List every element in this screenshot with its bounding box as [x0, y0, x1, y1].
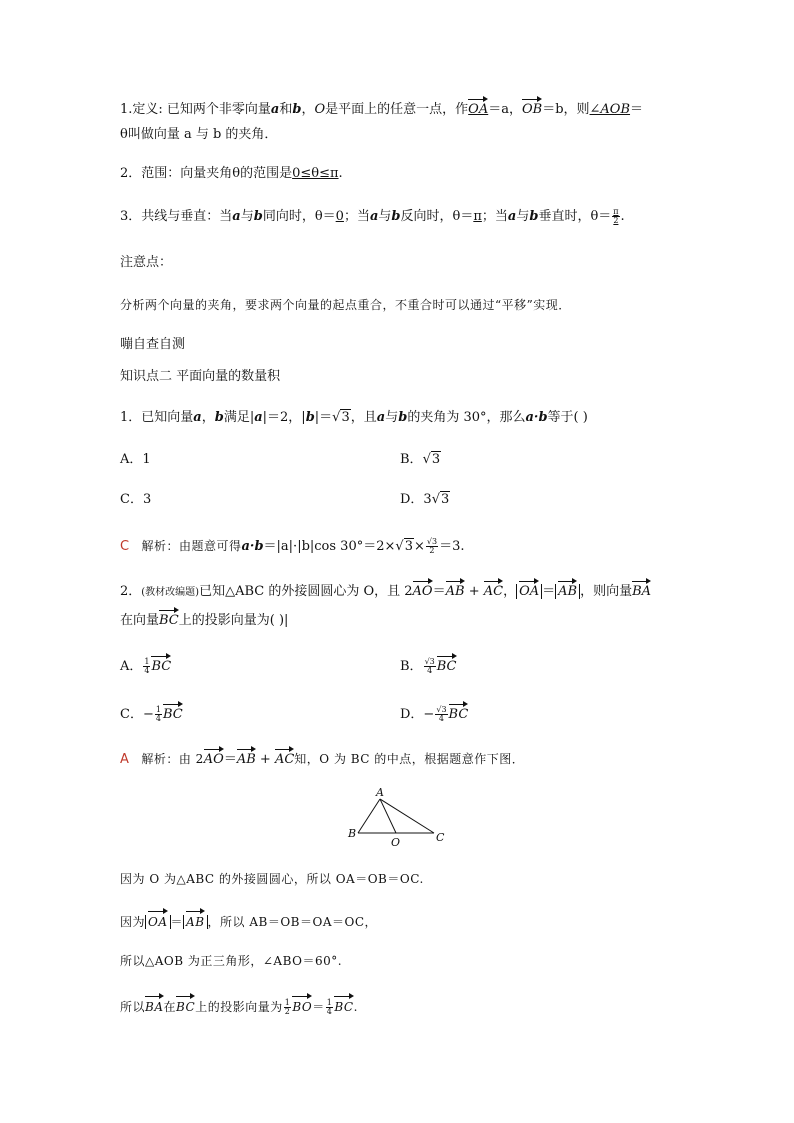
reasoning-line-1: 因为 O 为△ABC 的外接圆圆心，所以 OA＝OB＝OC.	[120, 872, 424, 886]
label-c: C	[436, 831, 445, 844]
note-title: 注意点：	[120, 255, 173, 270]
q1-answer: C	[120, 539, 130, 554]
q1-option-d[interactable]: D．3√3	[400, 492, 450, 507]
note-body: 分析两个向量的夹角，要求两个向量的起点重合，不重合时可以通过“平移”实现．	[120, 298, 571, 312]
vector-oa: OA	[468, 98, 488, 119]
q1-option-b[interactable]: B．√3	[400, 452, 441, 467]
q2-stem-line-2: 在向量BC上的投影向量为( )|	[120, 609, 288, 630]
definition-line-2: θ叫做向量 a 与 b 的夹角．	[120, 127, 278, 142]
q1-stem: 1．已知向量a，b满足|a|＝2，|b|＝√3，且a与b的夹角为 30°，那么a·b等于( )	[120, 410, 588, 425]
range-line: 2．范围：向量夹角θ的范围是0≤θ≤π.	[120, 166, 343, 181]
q2-solution: A 解析：由 2AO＝AB + AC知，O 为 BC 的中点，根据题意作下图．	[120, 748, 524, 769]
vector-ob: OB	[522, 98, 542, 119]
q1-solution: C 解析：由题意可得a·b＝|a|·|b|cos 30°＝2×√3× $\frac{√3}{2}$ ＝3.	[120, 537, 465, 555]
collinear-line: 3．共线与垂直：当a与b同向时，θ＝0；当a与b反向时，θ＝π；当a与b垂直时，θ＝ $\frac{\pi}{2}$ .	[120, 207, 625, 225]
label-o: O	[391, 836, 401, 849]
pi-over-2: $\frac{\pi}{2}$	[613, 207, 619, 225]
q2-option-b[interactable]: B． $\frac{√3}{4}$ BC	[400, 657, 457, 675]
definition-line-1: 1.定义: 已知两个非零向量a和b，O是平面上的任意一点，作OA＝a，OB＝b，则∠AOB＝	[120, 98, 643, 119]
q1-option-a[interactable]: A．1	[120, 452, 151, 467]
q2-answer: A	[120, 752, 129, 767]
reasoning-line-2: 因为 OA ＝ AB ，所以 AB＝OB＝OA＝OC，	[120, 910, 377, 931]
self-check-heading: 嘣自查自测	[120, 337, 186, 352]
q1-option-c[interactable]: C．3	[120, 492, 152, 507]
q2-option-a[interactable]: A． $\frac{1}{4}$ BC	[120, 657, 172, 675]
label-a: A	[376, 786, 384, 799]
reasoning-line-4: 所以BA在BC上的投影向量为 $\frac{1}{2}$ BO＝ $\frac{1}{4}$ BC.	[120, 995, 358, 1016]
triangle-figure	[340, 784, 450, 850]
q2-stem-line-1: 2．(教材改编题)已知△ABC 的外接圆圆心为 O，且 2AO＝AB + AC， OA ＝ AB ，则向量BA	[120, 580, 651, 602]
edge-ab	[358, 799, 380, 833]
q2-option-c[interactable]: C．− $\frac{1}{4}$ BC	[120, 705, 183, 723]
q2-option-d[interactable]: D．− $\frac{√3}{4}$ BC	[400, 705, 469, 723]
knowledge-point-2-heading: 知识点二 平面向量的数量积	[120, 369, 281, 384]
label-b: B	[348, 827, 357, 840]
reasoning-line-3: 所以△AOB 为正三角形，∠ABO＝60°.	[120, 954, 343, 968]
